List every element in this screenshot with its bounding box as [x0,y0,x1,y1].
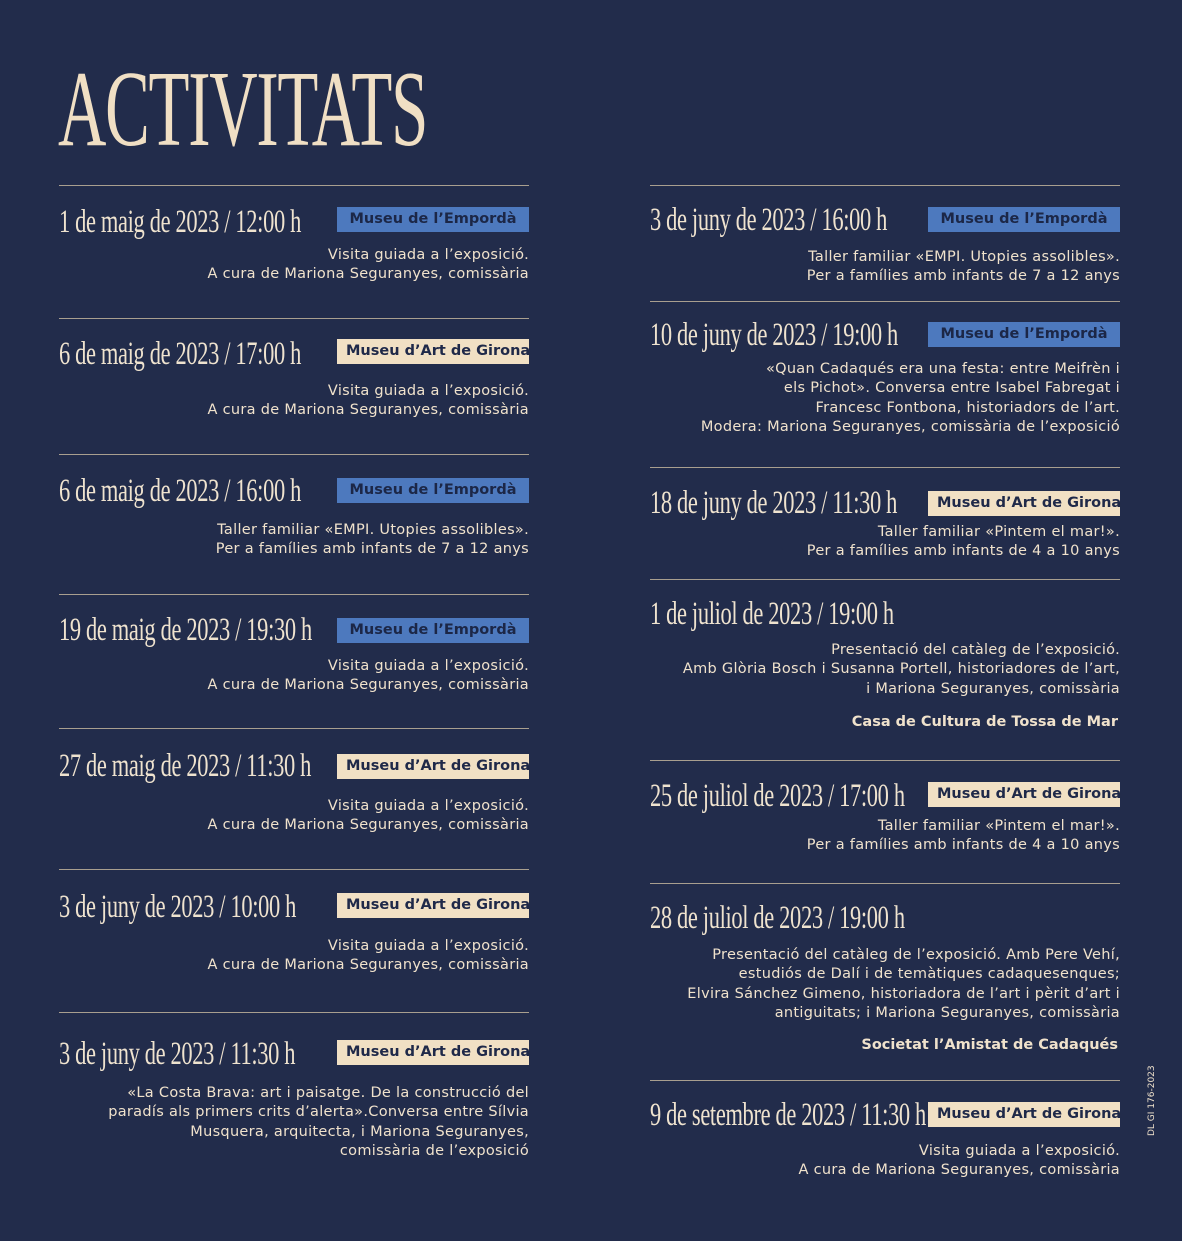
event-description: Presentació del catàleg de l’exposició. Amb Pere Vehí, estudiós de Dalí i de temàtiques cadaquesenques; Elvira Sánchez Gimeno, historiadora de l’art i pèrit d’art i antiguitats; i Mariona Seguranyes, comissària [687,947,1120,1022]
event-item [59,728,529,869]
event-description: «La Costa Brava: art i paisatge. De la construcció del paradís als primers crits d’alerta».Conversa entre Sílvia Musquera, arquitecta, i Mariona Seguranyes, comissària de l’exposició [108,1085,529,1160]
event-description: Taller familiar «EMPI. Utopies assolibles». Per a famílies amb infants de 7 a 12 anys [806,249,1120,285]
event-item [650,185,1120,301]
event-description: Taller familiar «EMPI. Utopies assolibles». Per a famílies amb infants de 7 a 12 anys [215,522,529,558]
event-item [650,467,1120,579]
legal-deposit: DL GI 176-2023 [1147,1065,1157,1136]
event-date: 3 de juny de 2023 / 16:00 h [650,202,888,238]
event-item [650,883,1120,1080]
event-item [59,454,529,594]
event-date: 10 de juny de 2023 / 19:00 h [650,317,898,353]
event-item [59,594,529,728]
event-item [59,318,529,454]
venue-badge: Museu de l’Empordà [928,207,1120,232]
event-date: 1 de juliol de 2023 / 19:00 h [650,596,894,632]
venue-badge: Museu d’Art de Girona [337,339,529,364]
venue-badge: Museu d’Art de Girona [337,893,529,918]
event-date: 18 de juny de 2023 / 11:30 h [650,485,898,521]
venue-badge: Museu d’Art de Girona [928,1102,1120,1127]
event-date: 25 de juliol de 2023 / 17:00 h [650,778,905,814]
event-description: Taller familiar «Pintem el mar!». Per a famílies amb infants de 4 a 10 anys [806,524,1120,560]
event-description: Visita guiada a l’exposició. A cura de Mariona Seguranyes, comissària [207,798,529,834]
event-date: 3 de juny de 2023 / 10:00 h [59,889,297,925]
event-description: Visita guiada a l’exposició. A cura de Mariona Seguranyes, comissària [207,247,529,283]
event-description: Visita guiada a l’exposició. A cura de Mariona Seguranyes, comissària [207,938,529,974]
event-item [650,760,1120,883]
event-description: Visita guiada a l’exposició. A cura de Mariona Seguranyes, comissària [207,658,529,694]
venue-badge: Museu d’Art de Girona [928,782,1120,807]
venue-badge: Museu de l’Empordà [337,478,529,503]
event-date: 1 de maig de 2023 / 12:00 h [59,204,301,240]
venue-badge: Museu de l’Empordà [337,618,529,643]
event-item [59,1012,529,1162]
event-description: Presentació del catàleg de l’exposició. Amb Glòria Bosch i Susanna Portell, historiadores de l’art, i Mariona Seguranyes, comissària [682,642,1120,697]
venue-badge: Museu d’Art de Girona [928,491,1120,516]
event-item [650,301,1120,467]
venue-badge: Museu d’Art de Girona [337,754,529,779]
event-date: 9 de setembre de 2023 / 11:30 h [650,1097,926,1133]
event-item [59,869,529,1012]
event-location: Societat l’Amistat de Cadaqués [861,1037,1118,1053]
events-column-right [650,185,1120,1180]
event-date: 3 de juny de 2023 / 11:30 h [59,1036,296,1072]
event-item [59,185,529,318]
event-date: 6 de maig de 2023 / 16:00 h [59,473,301,509]
event-description: Visita guiada a l’exposició. A cura de Mariona Seguranyes, comissària [798,1143,1120,1179]
event-description: Taller familiar «Pintem el mar!». Per a famílies amb infants de 4 a 10 anys [806,818,1120,854]
event-date: 6 de maig de 2023 / 17:00 h [59,336,301,372]
page-title: ACTIVITATS [58,50,428,169]
event-date: 19 de maig de 2023 / 19:30 h [59,612,312,648]
event-location: Casa de Cultura de Tossa de Mar [851,714,1118,730]
venue-badge: Museu d’Art de Girona [337,1040,529,1065]
event-item [650,1080,1120,1180]
events-column-left [59,185,529,1162]
event-description: «Quan Cadaqués era una festa: entre Meifrèn i els Pichot». Conversa entre Isabel Fabregat i Francesc Fontbona, historiadors de l’art. Modera: Mariona Seguranyes, comissària de l’exposició [700,361,1120,436]
event-date: 28 de juliol de 2023 / 19:00 h [650,900,905,936]
event-date: 27 de maig de 2023 / 11:30 h [59,748,312,784]
venue-badge: Museu de l’Empordà [337,207,529,232]
venue-badge: Museu de l’Empordà [928,322,1120,347]
event-item [650,579,1120,760]
event-description: Visita guiada a l’exposició. A cura de Mariona Seguranyes, comissària [207,383,529,419]
